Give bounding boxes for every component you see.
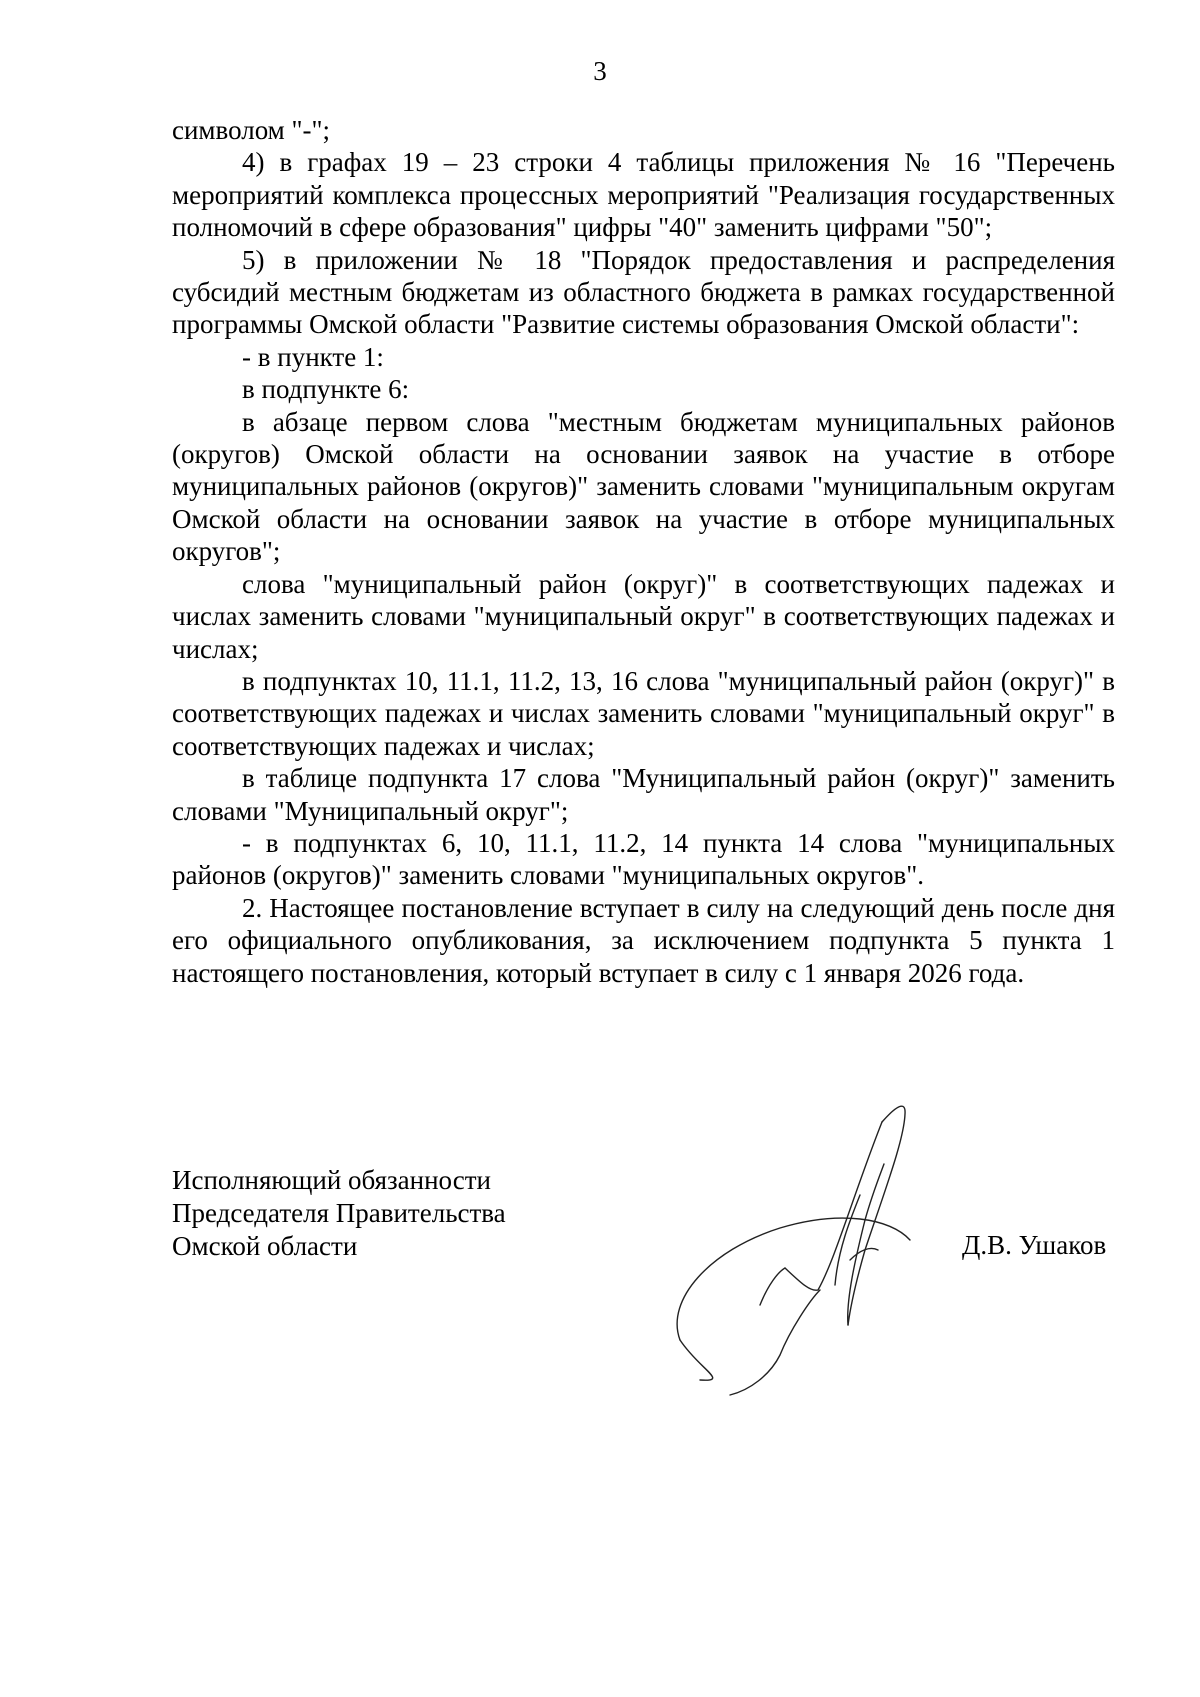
document-body xyxy=(172,114,1115,989)
paragraph-words-replace: слова "муниципальный район (округ)" в соответствующих падежах и числах заменить словами "муниципальный округ" в соответствующих падежах и числах; xyxy=(172,568,1115,664)
signatory-name: Д.В. Ушаков xyxy=(962,1230,1107,1260)
paragraph-item-5: 5) в приложении № 18 "Порядок предоставления и распределения субсидий местным бюджетам из областного бюджета в рамках государственной программы Омской области "Развитие системы образования Омской области": xyxy=(172,244,1115,340)
paragraph-item-4: 4) в графах 19 – 23 строки 4 таблицы приложения № 16 "Перечень мероприятий комплекса процессных мероприятий "Реализация государственных полномочий в сфере образования" цифры "40" заменить цифрами "50"; xyxy=(172,147,1115,243)
paragraph-point-14: - в подпунктах 6, 10, 11.1, 11.2, 14 пункта 14 слова "муниципальных районов (округов)" заменить словами "муниципальных округов". xyxy=(172,827,1115,891)
paragraph-entry-into-force: 2. Настоящее постановление вступает в силу на следующий день после дня его официального опубликования, за исключением подпункта 5 пункта 1 настоящего постановления, который вступает в силу с 1 января 2026 года. xyxy=(172,892,1115,988)
paragraph-subpoints-10-16: в подпунктах 10, 11.1, 11.2, 13, 16 слова "муниципальный район (округ)" в соответствующих падежах и числах заменить словами "муниципальный округ" в соответствующих падежах и числах; xyxy=(172,665,1115,761)
signatory-title xyxy=(172,1164,506,1263)
paragraph-first-abstract: в абзаце первом слова "местным бюджетам муниципальных районов (округов) Омской области на основании заявок на участие в отборе муниципальных районов (округов)" заменить словами "муниципальным округам Омской области на основании заявок на участие в отборе муниципальных округов"; xyxy=(172,406,1115,567)
paragraph-point-1: - в пункте 1: xyxy=(242,341,384,372)
paragraph-subpoint-6: в подпункте 6: xyxy=(242,374,410,405)
signatory-title-line: Председателя Правительства xyxy=(172,1198,506,1228)
signatory-title-line: Омской области xyxy=(172,1231,358,1261)
signatory-title-line: Исполняющий обязанности xyxy=(172,1165,491,1195)
paragraph-table-subpoint-17: в таблице подпункта 17 слова "Муниципальный район (округ)" заменить словами "Муниципальный округ"; xyxy=(172,763,1115,826)
page-number: 3 xyxy=(593,56,607,86)
paragraph-continuation: символом "-"; xyxy=(172,115,331,145)
handwritten-signature-icon xyxy=(660,1100,980,1400)
